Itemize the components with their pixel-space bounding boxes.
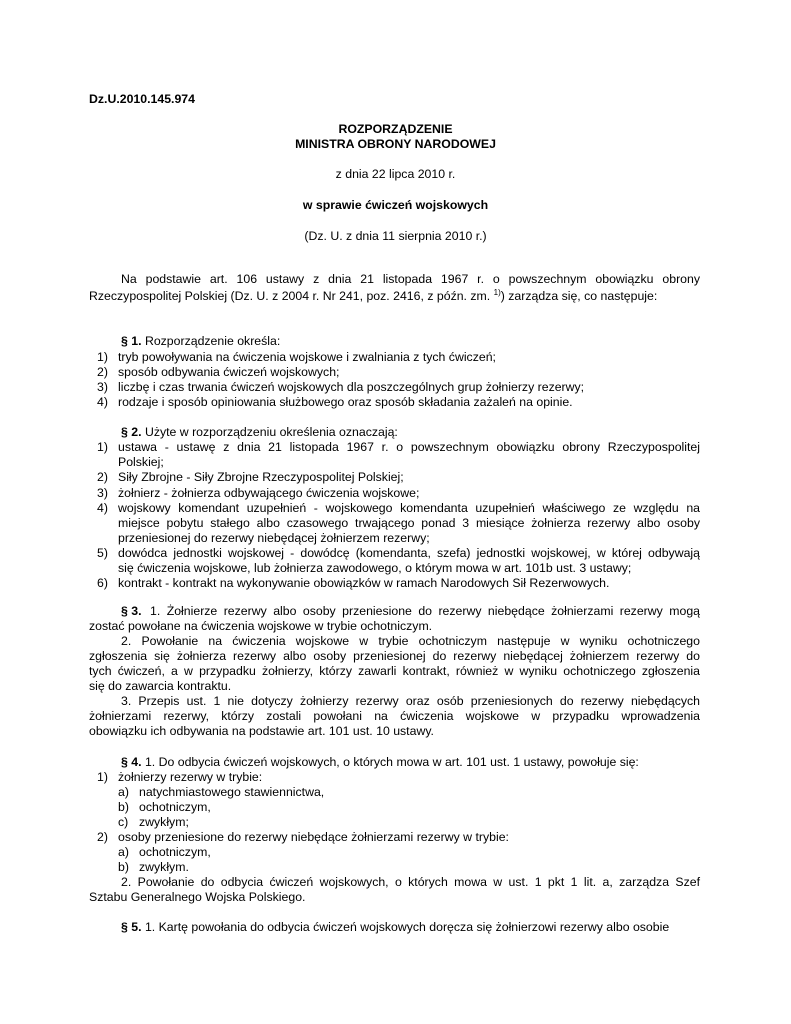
publication-note: (Dz. U. z dnia 11 sierpnia 2010 r.) [304, 229, 487, 243]
section-3-para-2-line-3: tych ćwiczeń, a w przypadku żołnierzy, którzy zawarli kontrakt, również w wyniku ochotniczego zgłoszenia [89, 664, 700, 678]
section-4-para-2-line-2: Sztabu Generalnego Wojska Polskiego. [89, 890, 306, 904]
list-number: 3) [97, 486, 108, 500]
sub-list-letter: b) [118, 860, 129, 874]
section-4-para-2-line-1: 2. Powołanie do odbycia ćwiczeń wojskowych, o których mowa w ust. 1 pkt 1 lit. a, zarządza Szef [121, 875, 700, 889]
definition-4-line-2: miejsce pobytu stałego albo czasowego trwającego ponad 3 miesiące żołnierza rezerwy albo osoby [118, 516, 700, 530]
sub-list-item: zwykłym. [139, 860, 189, 874]
list-number: 4) [97, 501, 108, 515]
list-item: żołnierzy rezerwy w trybie: [118, 770, 263, 784]
section-2-symbol: § 2. [121, 425, 142, 439]
preamble-line-2 [89, 289, 657, 304]
section-5-heading [121, 920, 669, 935]
definition-5-line-1: dowódca jednostki wojskowej - dowódcę (komendanta, szefa) jednostki wojskowej, w której odbywają [118, 546, 700, 560]
list-item: osoby przeniesione do rezerwy niebędące żołnierzami rezerwy w trybie: [118, 830, 509, 844]
definition-5-line-2: się ćwiczenia wojskowe, lub żołnierza zawodowego, o którym mowa w art. 101b ust. 3 ustawy; [118, 561, 632, 575]
section-2-heading [121, 425, 398, 440]
section-1-heading [121, 334, 280, 349]
sub-list-item: natychmiastowego stawiennictwa, [139, 785, 325, 799]
definition-1-line-2: Polskiej; [118, 455, 164, 469]
preamble-text: Rzeczypospolitej Polskiej (Dz. U. z 2004 r. Nr 241, poz. 2416, z późn. zm. [89, 289, 491, 303]
section-2-intro: Użyte w rozporządzeniu określenia oznaczają: [144, 425, 398, 439]
list-item: tryb powoływania na ćwiczenia wojskowe i zwalniania z tych ćwiczeń; [118, 350, 496, 364]
document-title-line2: MINISTRA OBRONY NARODOWEJ [295, 137, 496, 151]
document-date: z dnia 22 lipca 2010 r. [335, 167, 456, 181]
section-3-para-3-line-3: obowiązku ich odbywania na podstawie art. 101 ust. 10 ustawy. [89, 724, 434, 738]
document-reference: Dz.U.2010.145.974 [89, 92, 195, 106]
list-number: 6) [97, 576, 108, 590]
list-number: 3) [97, 380, 108, 394]
section-3-para-2-line-4: się do zawarcia kontraktu. [89, 679, 232, 693]
list-number: 5) [97, 546, 108, 560]
section-3-para-3-line-1: 3. Przepis ust. 1 nie dotyczy żołnierzy rezerwy oraz osób przeniesionych do rezerwy niebędących [121, 694, 700, 708]
sub-list-letter: a) [118, 845, 129, 859]
section-4-heading [121, 755, 639, 770]
definition-4-line-1: wojskowy komendant uzupełnień - wojskowego komendanta uzupełnień właściwego ze względu na [118, 501, 700, 515]
section-3-para-2-line-1: 2. Powołanie na ćwiczenia wojskowe w trybie ochotniczym następuje w wyniku ochotniczego [121, 634, 700, 648]
section-4-symbol: § 4. [121, 755, 142, 769]
list-number: 2) [97, 365, 108, 379]
definition-6: kontrakt - kontrakt na wykonywanie obowiązków w ramach Narodowych Sił Rezerwowych. [118, 576, 610, 590]
section-3-para-3-line-2: żołnierzami rezerwy, którzy zostali powołani na ćwiczenia wojskowe w przypadku wprowadzenia [89, 709, 700, 723]
list-item: liczbę i czas trwania ćwiczeń wojskowych dla poszczególnych grup żołnierzy rezerwy; [118, 380, 585, 394]
list-number: 1) [97, 440, 108, 454]
sub-list-item: ochotniczym, [139, 800, 211, 814]
definition-2: Siły Zbrojne - Siły Zbrojne Rzeczypospolitej Polskiej; [118, 470, 404, 484]
sub-list-letter: b) [118, 800, 129, 814]
section-3-para-1-line-1 [121, 604, 700, 619]
footnote-marker: 1) [493, 287, 501, 297]
section-5-symbol: § 5. [121, 920, 142, 934]
section-1-symbol: § 1. [121, 334, 142, 348]
list-item: rodzaje i sposób opiniowania służbowego oraz sposób składania zażaleń na opinie. [118, 395, 573, 409]
preamble-line-1: Na podstawie art. 106 ustawy z dnia 21 listopada 1967 r. o powszechnym obowiązku obrony [121, 272, 700, 286]
sub-list-item: zwykłym; [139, 815, 189, 829]
sub-list-letter: c) [118, 815, 129, 829]
section-3-para-2-line-2: zgłoszenia się żołnierza rezerwy albo osoby przeniesionej do rezerwy niebędącej żołnierzem rezerwy do [89, 649, 700, 663]
section-5-para-1: 1. Kartę powołania do odbycia ćwiczeń wojskowych doręcza się żołnierzowi rezerwy albo osobie [144, 920, 670, 934]
section-1-intro: Rozporządzenie określa: [144, 334, 281, 348]
list-number: 2) [97, 830, 108, 844]
definition-4-line-3: przeniesionej do rezerwy niebędącej żołnierzem rezerwy; [118, 531, 430, 545]
list-number: 1) [97, 350, 108, 364]
list-number: 2) [97, 470, 108, 484]
section-3-symbol: § 3. [121, 604, 142, 618]
definition-1-line-1: ustawa - ustawę z dnia 21 listopada 1967 r. o powszechnym obowiązku obrony Rzeczypospolitej [118, 440, 700, 454]
list-item: sposób odbywania ćwiczeń wojskowych; [118, 365, 340, 379]
sub-list-letter: a) [118, 785, 129, 799]
section-3-para-1-line-2: zostać powołane na ćwiczenia wojskowe w trybie ochotniczym. [89, 619, 433, 633]
sub-list-item: ochotniczym, [139, 845, 211, 859]
list-number: 1) [97, 770, 108, 784]
document-subject: w sprawie ćwiczeń wojskowych [302, 198, 489, 212]
document-title-line1: ROZPORZĄDZENIE [338, 122, 453, 136]
preamble-text-end: ) zarządza się, co następuje: [500, 289, 658, 303]
section-3-para-1-text: 1. Żołnierze rezerwy albo osoby przeniesione do rezerwy niebędące żołnierzami rezerwy mogą [150, 604, 700, 618]
section-4-para-1: 1. Do odbycia ćwiczeń wojskowych, o których mowa w art. 101 ust. 1 ustawy, powołuje się: [144, 755, 639, 769]
list-number: 4) [97, 395, 108, 409]
definition-3: żołnierz - żołnierza odbywającego ćwiczenia wojskowe; [118, 486, 420, 500]
